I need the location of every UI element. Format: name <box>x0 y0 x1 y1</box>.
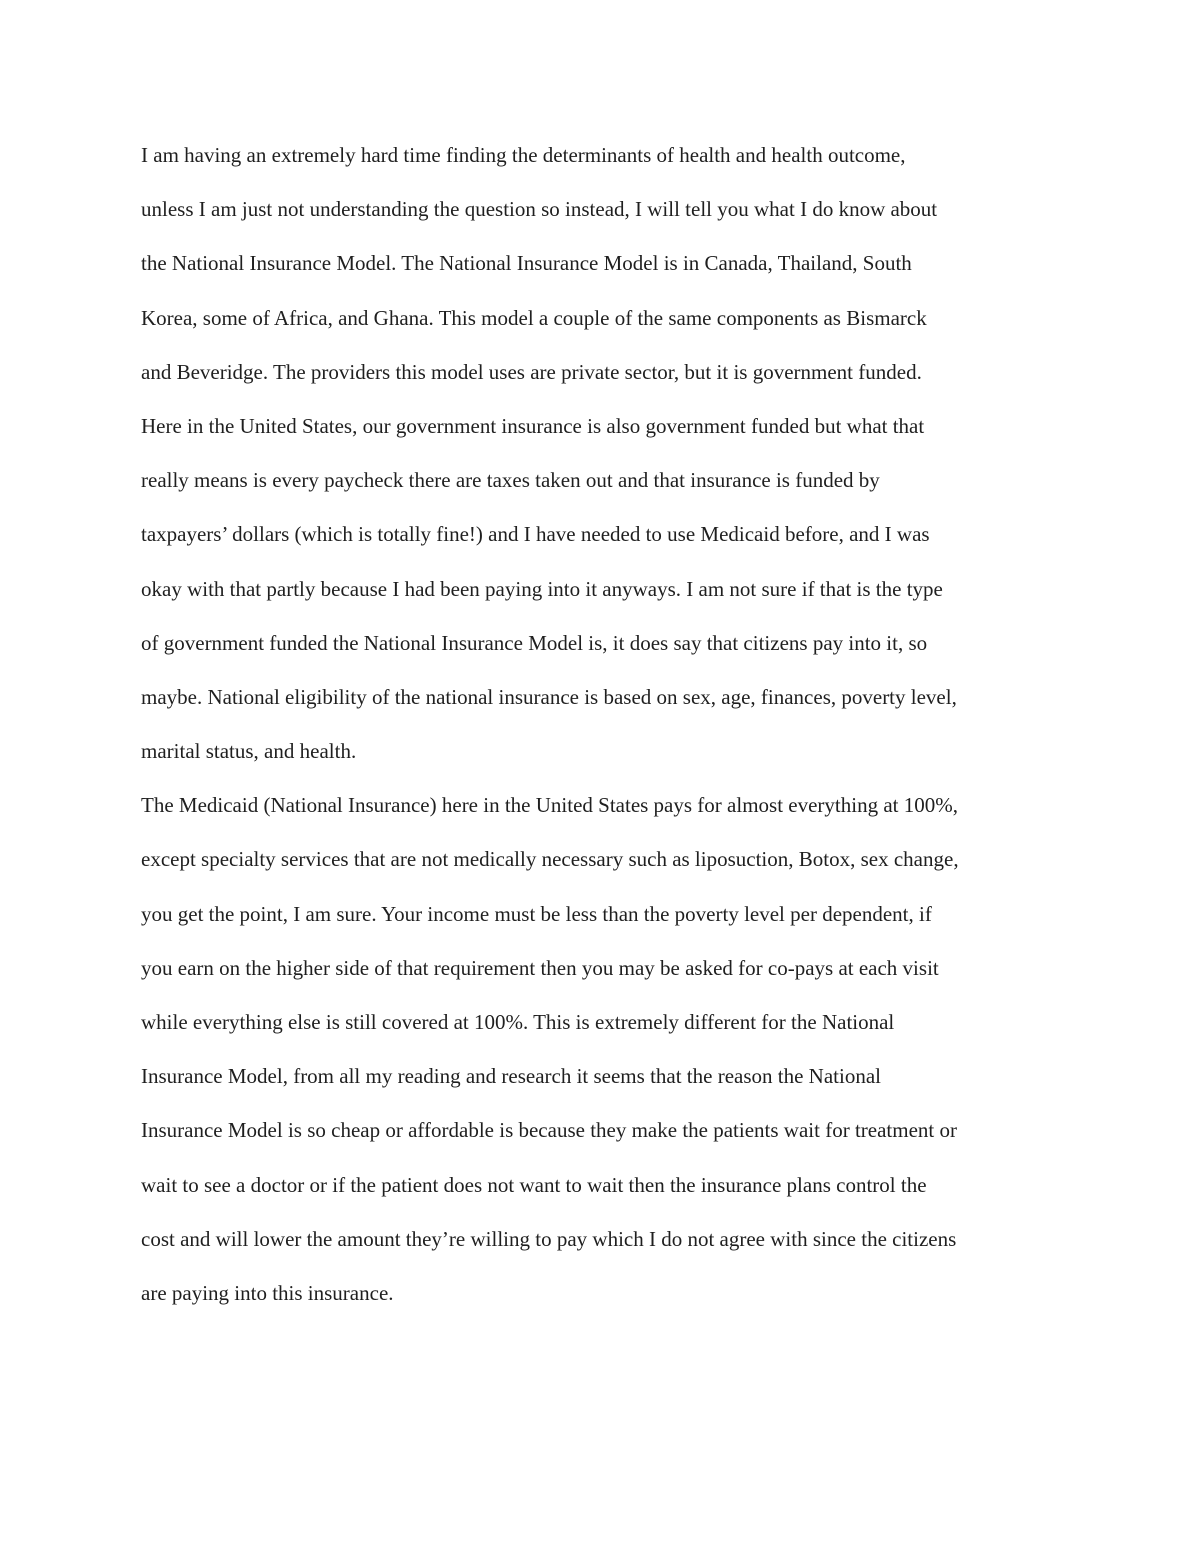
paragraph-2-line-8: wait to see a doctor or if the patient does not want to wait then the insurance plans control the <box>141 1172 927 1197</box>
paragraph-2-line-10: are paying into this insurance. <box>141 1280 394 1305</box>
document-body <box>141 136 1071 1328</box>
paragraph-1-line-9: okay with that partly because I had been paying into it anyways. I am not sure if that is the type <box>141 576 943 601</box>
paragraph-2-line-7: Insurance Model is so cheap or affordable is because they make the patients wait for treatment or <box>141 1118 957 1143</box>
paragraph-1-line-11: maybe. National eligibility of the national insurance is based on sex, age, finances, poverty level, <box>141 684 957 709</box>
paragraph-2-line-4: you earn on the higher side of that requirement then you may be asked for co-pays at each visit <box>141 955 939 980</box>
paragraph-2-line-9: cost and will lower the amount they’re willing to pay which I do not agree with since the citizens <box>141 1226 957 1251</box>
paragraph-2-line-5: while everything else is still covered at 100%. This is extremely different for the National <box>141 1010 895 1034</box>
paragraph-1-line-2: unless I am just not understanding the question so instead, I will tell you what I do know about <box>141 197 938 222</box>
paragraph-1-line-8: taxpayers’ dollars (which is totally fine!) and I have needed to use Medicaid before, and I was <box>141 522 930 547</box>
paragraph-2-line-6: Insurance Model, from all my reading and research it seems that the reason the National <box>141 1064 881 1089</box>
paragraph-1-line-12: marital status, and health. <box>141 739 357 764</box>
paragraph-1-line-3: the National Insurance Model. The National Insurance Model is in Canada, Thailand, South <box>141 251 912 276</box>
paragraph-1-line-6: Here in the United States, our government insurance is also government funded but what that <box>141 413 925 438</box>
paragraph-1-line-4: Korea, some of Africa, and Ghana. This model a couple of the same components as Bismarck <box>141 305 927 330</box>
paragraph-2-line-3: you get the point, I am sure. Your income must be less than the poverty level per dependent, if <box>141 901 932 926</box>
paragraph-1-line-7: really means is every paycheck there are taxes taken out and that insurance is funded by <box>141 468 880 493</box>
paragraph-1-line-1: I am having an extremely hard time finding the determinants of health and health outcome, <box>141 143 906 167</box>
paragraph-2-line-2: except specialty services that are not medically necessary such as liposuction, Botox, sex change, <box>141 847 959 872</box>
paragraph-1-line-10: of government funded the National Insurance Model is, it does say that citizens pay into it, so <box>141 630 928 655</box>
paragraph-2-line-1: The Medicaid (National Insurance) here in the United States pays for almost everything at 100%, <box>141 793 958 818</box>
paragraph-2 <box>141 786 1071 1328</box>
paragraph-1-line-5: and Beveridge. The providers this model uses are private sector, but it is government funded. <box>141 359 922 384</box>
paragraph-1 <box>141 136 1071 786</box>
